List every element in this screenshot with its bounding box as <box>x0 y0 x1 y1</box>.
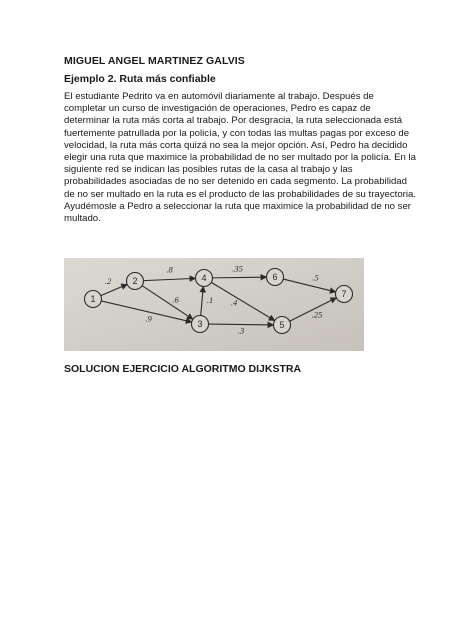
author-name: MIGUEL ANGEL MARTINEZ GALVIS <box>64 55 245 67</box>
edge-label-6-7: .5 <box>312 272 319 283</box>
node-6 <box>267 269 284 286</box>
edge-label-4-5: .4 <box>230 297 238 308</box>
edge-4-6 <box>212 277 266 278</box>
example-title: Ejemplo 2. Ruta más confiable <box>64 73 216 85</box>
node-2 <box>127 273 144 290</box>
edge-label-3-5: .3 <box>237 325 245 336</box>
node-1 <box>85 291 102 308</box>
node-label: 2 <box>132 276 138 286</box>
problem-paragraph: El estudiante Pedrito va en automóvil diariamente al trabajo. Después de completar un curso de investigación de operaciones, Pedro es capaz de determinar la ruta más corta al trabajo. Por desgracia, la ruta seleccionada está fuertemente patrullada por la policía, y con todas las multas pagas por exceso de velocidad, la ruta más corta quizá no sea la mejor opción. Así, Pedro ha decidido elegir una ruta que maximice la probabilidad de no ser multado por la policía. En la siguiente red se indican las posibles rutas de la casa al trabajo y las probabilidades asociadas de no ser detenido en cada segmento. La probabilidad de no ser multado en la ruta es el producto de las probabilidades de su trayectoria. Ayudémosle a Pedro a seleccionar la ruta que maximice la probabilidad de no ser multado. <box>64 91 416 225</box>
edge-label-2-4: .8 <box>166 264 173 275</box>
node-3 <box>192 316 209 333</box>
node-label: 4 <box>201 273 207 283</box>
edge-label-1-3: .9 <box>145 313 152 324</box>
node-label: 7 <box>341 289 347 299</box>
node-label: 6 <box>272 272 278 282</box>
node-label: 1 <box>90 294 96 304</box>
node-7 <box>336 286 353 303</box>
edge-label-3-4: .1 <box>206 295 214 305</box>
node-5 <box>274 317 291 334</box>
node-label: 3 <box>197 319 203 329</box>
edge-label-5-7: .25 <box>311 309 323 320</box>
network-diagram <box>64 258 364 351</box>
edge-label-4-6: .35 <box>232 263 243 274</box>
node-label: 5 <box>279 320 285 330</box>
edge-label-2-3: .6 <box>172 294 179 305</box>
edge-label-1-2: .2 <box>104 276 112 286</box>
network-diagram-photo <box>64 258 364 351</box>
solution-title: SOLUCION EJERCICIO ALGORITMO DIJKSTRA <box>64 363 302 375</box>
node-4 <box>196 270 213 287</box>
